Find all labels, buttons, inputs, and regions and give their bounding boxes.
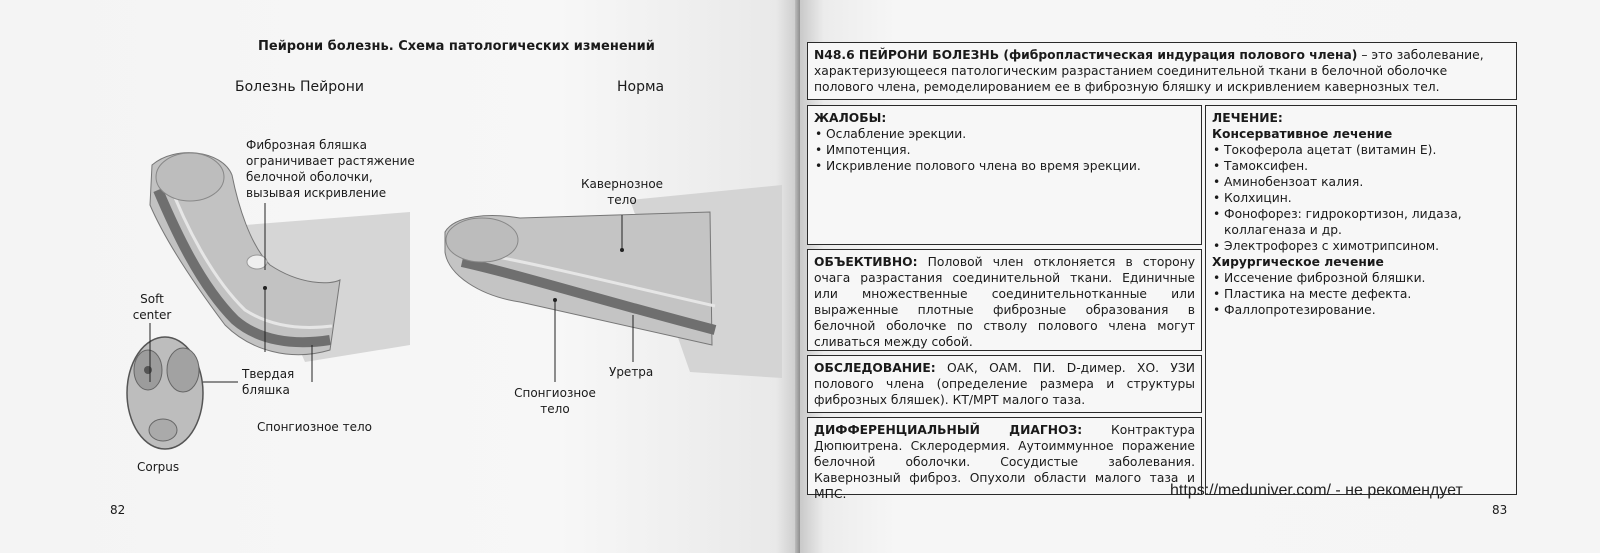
objective-text: Половой член отклоняется в сторону очага разрастания соединительной ткани. Единичные или множественные соединительнотканные или выраженные плотные фиброзные образования в белочной оболочке по стволу полового члена могут сливаться между собой. <box>814 255 1195 349</box>
right-page <box>800 0 1600 553</box>
list-item: • Аминобензоат калия. <box>1212 174 1510 190</box>
glans-left <box>156 153 224 201</box>
complaints-title: ЖАЛОБЫ: <box>814 111 887 125</box>
plaque-shape <box>247 255 267 269</box>
conservative-title: Консервативное лечение <box>1212 127 1393 141</box>
objective-title: ОБЪЕКТИВНО: <box>814 255 918 269</box>
list-item: • Ослабление эрекции. <box>814 126 1195 142</box>
label-spongy-left: Спонгиозное тело <box>257 420 373 434</box>
list-item: • Фонофорез: гидрокортизон, лидаза, коллагеназа и др. <box>1212 206 1510 238</box>
differential-title: ДИФФЕРЕНЦИАЛЬНЫЙ ДИАГНОЗ: <box>814 423 1083 437</box>
list-item: • Тамоксифен. <box>1212 158 1510 174</box>
label-urethra: Уретра <box>609 365 654 379</box>
examination-box <box>807 355 1202 413</box>
treatment-box <box>1205 105 1517 495</box>
treatment-title: ЛЕЧЕНИЕ: <box>1212 111 1283 125</box>
list-item: • Электрофорез с химотрипсином. <box>1212 238 1510 254</box>
label-corpus: Corpus <box>137 460 180 474</box>
label-cavernous: Кавернозное тело <box>580 177 664 207</box>
glans-right <box>446 218 518 262</box>
watermark-link[interactable]: https://meduniver.com/ - не рекомендует <box>1170 482 1463 499</box>
list-item: • Колхицин. <box>1212 190 1510 206</box>
list-item: • Искривление полового члена во время эрекции. <box>814 158 1195 174</box>
page-number-right: 83 <box>1492 503 1508 517</box>
list-item: • Пластика на месте дефекта. <box>1212 286 1510 302</box>
label-norm: Норма <box>617 79 665 95</box>
list-item: • Фаллопротезирование. <box>1212 302 1510 318</box>
surgical-list <box>1212 270 1510 318</box>
examination-title: ОБСЛЕДОВАНИЕ: <box>814 361 936 375</box>
examination-text: ОАК, ОАМ. ПИ. D-димер. ХО. УЗИ полового члена (определение размера и структуры фиброзных бляшек). КТ/МРТ малого таза. <box>814 361 1195 407</box>
conservative-list <box>1212 142 1510 254</box>
definition-code: N48.6 ПЕЙРОНИ БОЛЕЗНЬ (фибропластическая индурация полового члена) <box>814 48 1358 62</box>
differential-text: Контрактура Дюпюитрена. Склеродермия. Аутоиммунное поражение белочной оболочки. Сосудистые заболевания. Кавернозный фиброз. Опухоли области малого таза и МПС. <box>814 423 1195 501</box>
complaints-box <box>807 105 1202 245</box>
definition-text: – это заболевание, характеризующееся патологическим разрастанием соединительной ткани в белочной оболочке полового члена, ремоделированием ее в фиброзную бляшку и искривлением кавернозных тел. <box>814 48 1484 94</box>
label-hard-plaque: Твердая бляшка <box>242 367 295 397</box>
differential-box <box>807 417 1202 501</box>
label-soft-center: Soft center <box>132 292 172 322</box>
label-spongy-right: Спонгиозное тело <box>514 386 596 416</box>
definition-box <box>807 42 1517 100</box>
surgical-title: Хирургическое лечение <box>1212 255 1384 269</box>
figure-title: Пейрони болезнь. Схема патологических изменений <box>258 39 655 54</box>
cross-section <box>127 337 203 449</box>
objective-box <box>807 249 1202 351</box>
list-item: • Иссечение фиброзной бляшки. <box>1212 270 1510 286</box>
list-item: • Импотенция. <box>814 142 1195 158</box>
label-peyronie: Болезнь Пейрони <box>235 79 364 95</box>
page-number-left: 82 <box>110 503 126 517</box>
label-plaque-note: Фиброзная бляшка ограничивает растяжение белочной оболочки, вызывая искривление <box>246 138 415 200</box>
list-item: • Токоферола ацетат (витамин Е). <box>1212 142 1510 158</box>
complaints-list <box>814 126 1195 174</box>
